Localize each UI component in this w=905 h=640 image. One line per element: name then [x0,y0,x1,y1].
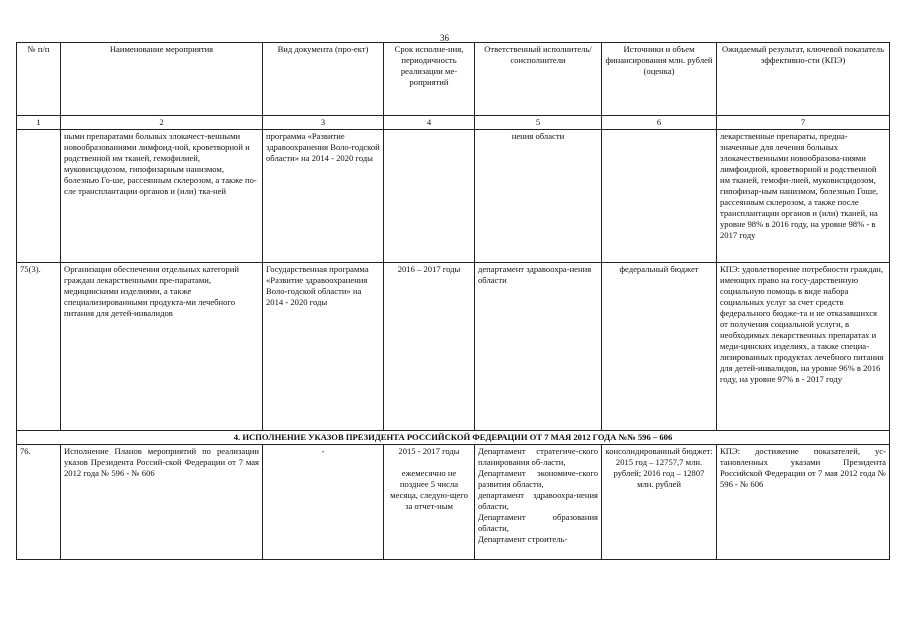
row-number: 76. [17,445,61,560]
header-cell: № п/п [17,43,61,116]
responsible-item: департамент здравоохра-нения области, [478,490,598,511]
expected-result: лекарственные препараты, предна-значенные для лечения больных злокачественными новообразова-ниями лимфоидной, кроветворной и родственной им тканей, гемофи-лией, муковисцидозом, гипофизар-ным нанизмом, болезнью Гоше, рассеянным склерозом, а также после трансплантации органов и (или) тканей, на уровне 98% в 2016 году, на уровне 98% - в 2017 году [717,130,890,263]
term: 2016 – 2017 годы [384,263,475,431]
header-cell: Ответственный исполнитель/ соисполнители [475,43,602,116]
document-type: - [263,445,384,560]
document-type: программа «Развитие здравоохранения Воло-годской области» на 2014 - 2020 годы [263,130,384,263]
header-cell: Источники и объем финансирования млн. рублей (оценка) [602,43,717,116]
responsible-item: Департамент стратегиче-ского планирования об-ласти, [478,446,598,467]
table-row [17,445,890,560]
column-number: 2 [61,116,263,130]
funding: консолидированный бюджет: 2015 год – 12757,7 млн. рублей; 2016 год – 12807 млн. рублей [602,445,717,560]
row-number: 75(3). [17,263,61,431]
column-number: 5 [475,116,602,130]
funding: федеральный бюджет [602,263,717,431]
measure-name: ными препаратами больных злокачест-венными новообразованиями лимфоид-ной, кроветворной и родственной им тканей, гемофилией, муковисцидозом, гипофизарным нанизмом, болезнью Го-ше, рассеянным склерозом, а также по-сле трансплантации органов и (или) тка-ней [61,130,263,263]
document-type: Государственная программа «Развитие здравоохранения Воло-годской области» на 2014 - 2020 годы [263,263,384,431]
funding [602,130,717,263]
term-period: 2015 - 2017 годы [398,446,460,456]
row-number [17,130,61,263]
column-number: 1 [17,116,61,130]
column-number: 4 [384,116,475,130]
section-title: 4. ИСПОЛНЕНИЕ УКАЗОВ ПРЕЗИДЕНТА РОССИЙСКОЙ ФЕДЕРАЦИИ ОТ 7 МАЯ 2012 ГОДА №№ 596 – 606 [17,431,890,445]
measures-table [16,42,890,560]
page-number: 36 [440,33,449,43]
column-number: 6 [602,116,717,130]
responsible-item: Департамент образования области, [478,512,598,533]
header-cell: Вид документа (про-ект) [263,43,384,116]
table-row [17,130,890,263]
responsible [475,445,602,560]
responsible: департамент здравоохра-нения области [475,263,602,431]
responsible: нения области [475,130,602,263]
expected-result: КПЭ: достижение показателей, ус-тановленных указами Президента Российской Федерации от 7 мая 2012 года № 596 - № 606 [717,445,890,560]
table-row [17,263,890,431]
measure-name: Организация обеспечения отдельных категорий граждан лекарственными пре-паратами, медицинскими изделиями, а также специализированными продукта-ми лечебного питания для детей-инвалидов [61,263,263,431]
column-number: 7 [717,116,890,130]
section-row [17,431,890,445]
header-cell: Срок исполне-ния, периодичность реализации ме-роприятий [384,43,475,116]
responsible-item: Департамент строитель- [478,534,568,544]
header-cell: Ожидаемый результат, ключевой показатель эффективно-сти (КПЭ) [717,43,890,116]
measure-name: Исполнение Планов мероприятий по реализации указов Президента Россий-ской Федерации от 7 мая 2012 года № 596 - № 606 [61,445,263,560]
responsible-item: Департамент экономиче-ского развития области, [478,468,598,489]
expected-result: КПЭ: удовлетворение потребности граждан, имеющих право на госу-дарственную социальную помощь в виде набора социальных услуг за счет средств федерального бюдже-та и не отказавшихся от получения социальной услуги, в необходимых лекарственных препаратах и меди-цинских изделиях, а также специа-лизированных продуктах лечебного питания для детей-инвалидов, на уровне 96% в 2016 году, на уровне 97% в - 2017 году [717,263,890,431]
term [384,445,475,560]
header-cell: Наименование мероприятия [61,43,263,116]
header-row [17,43,890,116]
column-number-row [17,116,890,130]
term-periodicity: ежемесячно не позднее 5 числа месяца, следую-щего за отчет-ным [390,468,468,511]
column-number: 3 [263,116,384,130]
term [384,130,475,263]
